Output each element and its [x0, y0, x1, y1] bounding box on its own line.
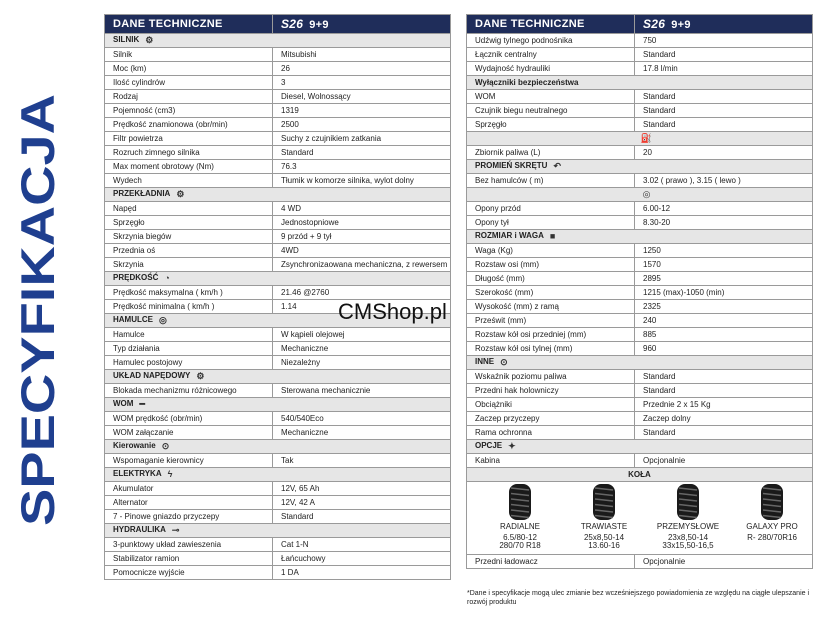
row-label: Pomocnicze wyjście: [105, 566, 273, 580]
table-header: [105, 15, 451, 34]
section-title: Kierowanie: [113, 441, 156, 451]
row-value: 240: [635, 314, 813, 328]
header-model: [273, 15, 451, 34]
row-label: Pojemność (cm3): [105, 104, 273, 118]
tires-strip: [467, 482, 812, 554]
row-value: 2325: [635, 300, 813, 314]
tire-size-primary: 25x8,50-14: [583, 533, 625, 542]
row-label: Opony tył: [467, 216, 635, 230]
table-row: [105, 538, 451, 552]
row-value: Standard: [635, 118, 813, 132]
table-row: [105, 132, 451, 146]
table-row: [105, 342, 451, 356]
row-label: Wskaźnik poziomu paliwa: [467, 370, 635, 384]
icon-row: [467, 132, 813, 146]
row-label: Moc (km): [105, 62, 273, 76]
row-value: Łańcuchowy: [273, 552, 451, 566]
row-value: Standard: [635, 48, 813, 62]
row-value: 885: [635, 328, 813, 342]
row-value: 20: [635, 146, 813, 160]
section-title: WOM: [113, 399, 134, 409]
row-value: 3.02 ( prawo ), 3.15 ( lewo ): [635, 174, 813, 188]
row-value: 12V, 42 A: [273, 496, 451, 510]
section-header: [105, 468, 451, 482]
section-title: OPCJE: [475, 441, 503, 451]
row-value: Standard: [635, 104, 813, 118]
row-value: Mechaniczne: [273, 342, 451, 356]
row-label: Rozstaw kół osi przedniej (mm): [467, 328, 635, 342]
row-value: 8.30-20: [635, 216, 813, 230]
row-value: 1250: [635, 244, 813, 258]
row-value: 4 WD: [273, 202, 451, 216]
table-row: [467, 258, 813, 272]
wheels-images-row: [467, 482, 813, 555]
row-label: Czujnik biegu neutralnego: [467, 104, 635, 118]
table-row: [105, 510, 451, 524]
row-label: Rozstaw osi (mm): [467, 258, 635, 272]
section-header: [105, 398, 451, 412]
tire-item: [561, 481, 647, 567]
right-spec-table: [466, 14, 813, 569]
tire-size: [729, 534, 815, 542]
row-label: Przedni ładowacz: [467, 555, 635, 569]
table-row: [105, 146, 451, 160]
row-label: WOM: [467, 90, 635, 104]
row-label: Akumulator: [105, 482, 273, 496]
table-row: [105, 258, 451, 272]
section-header: [467, 440, 813, 454]
section-header: [467, 356, 813, 370]
row-value: 6.00-12: [635, 202, 813, 216]
tire-icon: ◎: [642, 189, 651, 200]
engine-icon: ⚙: [145, 35, 154, 46]
row-label: Filtr powietrza: [105, 132, 273, 146]
section-title: HYDRAULIKA: [113, 525, 166, 535]
hydraulic-icon: ⊸: [171, 525, 180, 536]
table-row: [105, 230, 451, 244]
row-value: Standard: [635, 426, 813, 440]
table-row: [105, 566, 451, 580]
table-row: [105, 202, 451, 216]
footnote: *Dane i specyfikacje mogą ulec zmianie bez wcześniejszego powiadomienia ze względu na ciągłe ulepszanie i rozwój produktu: [467, 590, 810, 606]
steering-icon: ⊙: [161, 441, 170, 452]
side-title: [14, 90, 64, 530]
tire-size-secondary: 13.60-16: [588, 541, 620, 550]
table-row: [467, 300, 813, 314]
row-value: Standard: [635, 370, 813, 384]
row-label: Waga (Kg): [467, 244, 635, 258]
row-label: Sprzęgło: [105, 216, 273, 230]
row-label: Rozruch zimnego silnika: [105, 146, 273, 160]
weight-icon: ■: [549, 231, 556, 242]
section-title: Wyłączniki bezpieczeństwa: [475, 77, 579, 87]
icon-row: [467, 188, 813, 202]
row-value: 76.3: [273, 160, 451, 174]
fuel-icon: ⛽: [640, 133, 653, 144]
row-label: Wydech: [105, 174, 273, 188]
row-value: Cat 1-N: [273, 538, 451, 552]
header-title: DANE TECHNICZNE: [105, 15, 273, 34]
row-label: Typ działania: [105, 342, 273, 356]
row-label: Wydajność hydrauliki: [467, 62, 635, 76]
tire-item: [729, 481, 815, 567]
row-value: 1319: [273, 104, 451, 118]
row-label: Obciążniki: [467, 398, 635, 412]
row-value: 1570: [635, 258, 813, 272]
row-label: Wspomaganie kierownicy: [105, 454, 273, 468]
tire-size-primary: 6.5/80-12: [503, 533, 537, 542]
table-row: [467, 342, 813, 356]
row-value: 2895: [635, 272, 813, 286]
row-value: 540/540Eco: [273, 412, 451, 426]
table-row: [105, 104, 451, 118]
row-value: Standard: [635, 90, 813, 104]
row-label: Przedni hak holowniczy: [467, 384, 635, 398]
section-header: [105, 524, 451, 538]
row-value: 1 DA: [273, 566, 451, 580]
section-header: [467, 160, 813, 174]
row-value: Niezależny: [273, 356, 451, 370]
table-row: [467, 244, 813, 258]
row-value: Standard: [273, 510, 451, 524]
row-label: Prędkość znamionowa (obr/min): [105, 118, 273, 132]
row-label: Ilość cylindrów: [105, 76, 273, 90]
wheels-header: [467, 468, 813, 482]
table-row: [467, 62, 813, 76]
watermark: CMShop.pl: [338, 299, 447, 324]
row-label: Opony przód: [467, 202, 635, 216]
row-label: Długość (mm): [467, 272, 635, 286]
table-row: [105, 62, 451, 76]
model-label: 9+9: [309, 18, 329, 31]
row-label: Szerokość (mm): [467, 286, 635, 300]
row-value: Standard: [273, 146, 451, 160]
section-title: SILNIK: [113, 35, 140, 45]
table-row: [105, 482, 451, 496]
row-label: WOM załączanie: [105, 426, 273, 440]
section-header: [467, 230, 813, 244]
turning-radius-icon: ↶: [553, 161, 561, 172]
row-label: Zbiornik paliwa (L): [467, 146, 635, 160]
row-label: Alternator: [105, 496, 273, 510]
table-row: [467, 426, 813, 440]
row-label: Kabina: [467, 454, 635, 468]
brand-logo: S26: [281, 16, 304, 31]
tire-name: RADIALNE: [499, 522, 540, 531]
row-label: Przednia oś: [105, 244, 273, 258]
row-value: Przednie 2 x 15 Kg: [635, 398, 813, 412]
table-row: [467, 202, 813, 216]
section-header: [105, 440, 451, 454]
row-value: 12V, 65 Ah: [273, 482, 451, 496]
section-title: PRĘDKOŚĆ: [113, 273, 159, 283]
section-header: [467, 76, 813, 90]
row-value: 17.8 l/min: [635, 62, 813, 76]
table-row: [467, 314, 813, 328]
row-value: 750: [635, 34, 813, 48]
row-label: Hamulec postojowy: [105, 356, 273, 370]
section-title: ELEKTRYKA: [113, 469, 162, 479]
row-value: 960: [635, 342, 813, 356]
tire-item: [477, 481, 563, 567]
tire-size-secondary: 33x15,50-16,5: [662, 541, 714, 550]
row-label: 7 - Pinowe gniazdo przyczepy: [105, 510, 273, 524]
row-label: Hamulce: [105, 328, 273, 342]
tire-icon: [506, 483, 534, 521]
row-value: 2500: [273, 118, 451, 132]
pto-icon: ━: [139, 399, 145, 410]
row-label: Prześwit (mm): [467, 314, 635, 328]
tire-name: PRZEMYSŁOWE: [656, 522, 720, 531]
tire-size: [477, 534, 563, 550]
options-icon: ✦: [508, 441, 516, 452]
left-spec-table: [104, 14, 451, 580]
row-value: Zaczep dolny: [635, 412, 813, 426]
section-title: PROMIEŃ SKRĘTU: [475, 161, 548, 171]
table-row: [105, 356, 451, 370]
tire-size: [645, 534, 731, 550]
table-row: [467, 286, 813, 300]
table-row: [467, 370, 813, 384]
table-row: [467, 216, 813, 230]
row-label: Skrzynia: [105, 258, 273, 272]
drivetrain-icon: ⚙: [196, 371, 205, 382]
section-title: ROZMIAR i WAGA: [475, 231, 544, 241]
section-title: HAMULCE: [113, 315, 153, 325]
table-row: [105, 48, 451, 62]
row-label: Sprzęgło: [467, 118, 635, 132]
tire-size-primary: R- 280/70R16: [747, 533, 797, 542]
table-row: [105, 552, 451, 566]
section-title: UKŁAD NAPĘDOWY: [113, 371, 191, 381]
table-row: [105, 454, 451, 468]
row-value: 9 przód + 9 tył: [273, 230, 451, 244]
table-row: [467, 384, 813, 398]
table-row: [105, 216, 451, 230]
tire-icon: [758, 483, 786, 521]
section-header: [105, 370, 451, 384]
tire-icon: [590, 483, 618, 521]
row-value: 1215 (max)-1050 (min): [635, 286, 813, 300]
wheels-title: KOŁA: [467, 468, 813, 482]
row-label: Napęd: [105, 202, 273, 216]
row-label: Stabilizator ramion: [105, 552, 273, 566]
row-value: Jednostopniowe: [273, 216, 451, 230]
table-row: [105, 160, 451, 174]
row-label: Łącznik centralny: [467, 48, 635, 62]
table-row: [467, 272, 813, 286]
table-row: [467, 48, 813, 62]
row-value: Opcjonalnie: [635, 454, 813, 468]
row-label: Blokada mechanizmu różnicowego: [105, 384, 273, 398]
header-title: DANE TECHNICZNE: [467, 15, 635, 34]
table-row: [467, 174, 813, 188]
table-row: [105, 244, 451, 258]
row-value: Zsynchronizaowana mechaniczna, z rewersem: [273, 258, 451, 272]
row-value: 1.14: [273, 300, 451, 314]
row-label: Bez hamulców ( m): [467, 174, 635, 188]
section-title: INNE: [475, 357, 495, 367]
side-title-text: SPECYFIKACJA: [14, 162, 64, 526]
row-label: 3-punktowy układ zawieszenia: [105, 538, 273, 552]
row-label: Zaczep przyczepy: [467, 412, 635, 426]
row-label: Rodzaj: [105, 90, 273, 104]
row-value: Diesel, Wolnossący: [273, 90, 451, 104]
tire-item: [645, 481, 731, 567]
more-icon: ⊙: [500, 357, 508, 368]
tire-name: GALAXY PRO: [746, 522, 798, 531]
table-row: [105, 384, 451, 398]
row-value: Sterowana mechanicznie: [273, 384, 451, 398]
table-row: [467, 454, 813, 468]
table-row: [467, 104, 813, 118]
table-row: [467, 398, 813, 412]
table-row: [105, 426, 451, 440]
table-row: [467, 328, 813, 342]
brake-icon: ◎: [159, 315, 167, 326]
row-value: W kąpieli olejowej: [273, 328, 451, 342]
tire-icon: [674, 483, 702, 521]
table-row: [105, 328, 451, 342]
tire-size-primary: 23x8,50-14: [667, 533, 709, 542]
row-label: Udźwig tylnego podnośnika: [467, 34, 635, 48]
row-value: 3: [273, 76, 451, 90]
row-label: Wysokość (mm) z ramą: [467, 300, 635, 314]
row-value: Mechaniczne: [273, 426, 451, 440]
row-value: Tak: [273, 454, 451, 468]
row-label: Silnik: [105, 48, 273, 62]
table-row: [467, 412, 813, 426]
row-label: Prędkość maksymalna ( km/h ): [105, 286, 273, 300]
table-row: [105, 286, 451, 300]
table-header: [467, 15, 813, 34]
header-model: [635, 15, 813, 34]
table-row: [467, 118, 813, 132]
table-row: [467, 90, 813, 104]
section-header: [105, 272, 451, 286]
table-row: [105, 174, 451, 188]
row-label: Rama ochronna: [467, 426, 635, 440]
section-header: [105, 188, 451, 202]
tire-name: TRAWIASTE: [580, 522, 628, 531]
table-row: [105, 76, 451, 90]
table-row: [105, 496, 451, 510]
table-row: [467, 34, 813, 48]
speedometer-icon: ◔: [164, 273, 170, 284]
row-value: 26: [273, 62, 451, 76]
gearbox-icon: ⚙: [176, 189, 185, 200]
tire-size: [561, 534, 647, 550]
row-value: Opcjonalnie: [635, 555, 813, 569]
row-label: Rozstaw kół osi tylnej (mm): [467, 342, 635, 356]
row-value: Mitsubishi: [273, 48, 451, 62]
table-row: [105, 90, 451, 104]
row-label: Skrzynia biegów: [105, 230, 273, 244]
brand-logo: S26: [643, 16, 666, 31]
row-label: Prędkość minimalna ( km/h ): [105, 300, 273, 314]
row-value: Suchy z czujnikiem zatkania: [273, 132, 451, 146]
row-value: Standard: [635, 384, 813, 398]
table-row: [105, 118, 451, 132]
section-title: PRZEKŁADNIA: [113, 189, 171, 199]
row-value: 4WD: [273, 244, 451, 258]
tire-size-secondary: 280/70 R18: [499, 541, 541, 550]
electric-icon: ϟ: [167, 469, 173, 480]
section-header: [105, 34, 451, 48]
row-label: Max moment obrotowy (Nm): [105, 160, 273, 174]
table-row: [105, 412, 451, 426]
table-row: [467, 146, 813, 160]
row-value: Tłumik w komorze silnika, wylot dolny: [273, 174, 451, 188]
model-label: 9+9: [671, 18, 691, 31]
row-label: WOM prędkość (obr/min): [105, 412, 273, 426]
row-value: 21.46 @2760: [273, 286, 451, 300]
